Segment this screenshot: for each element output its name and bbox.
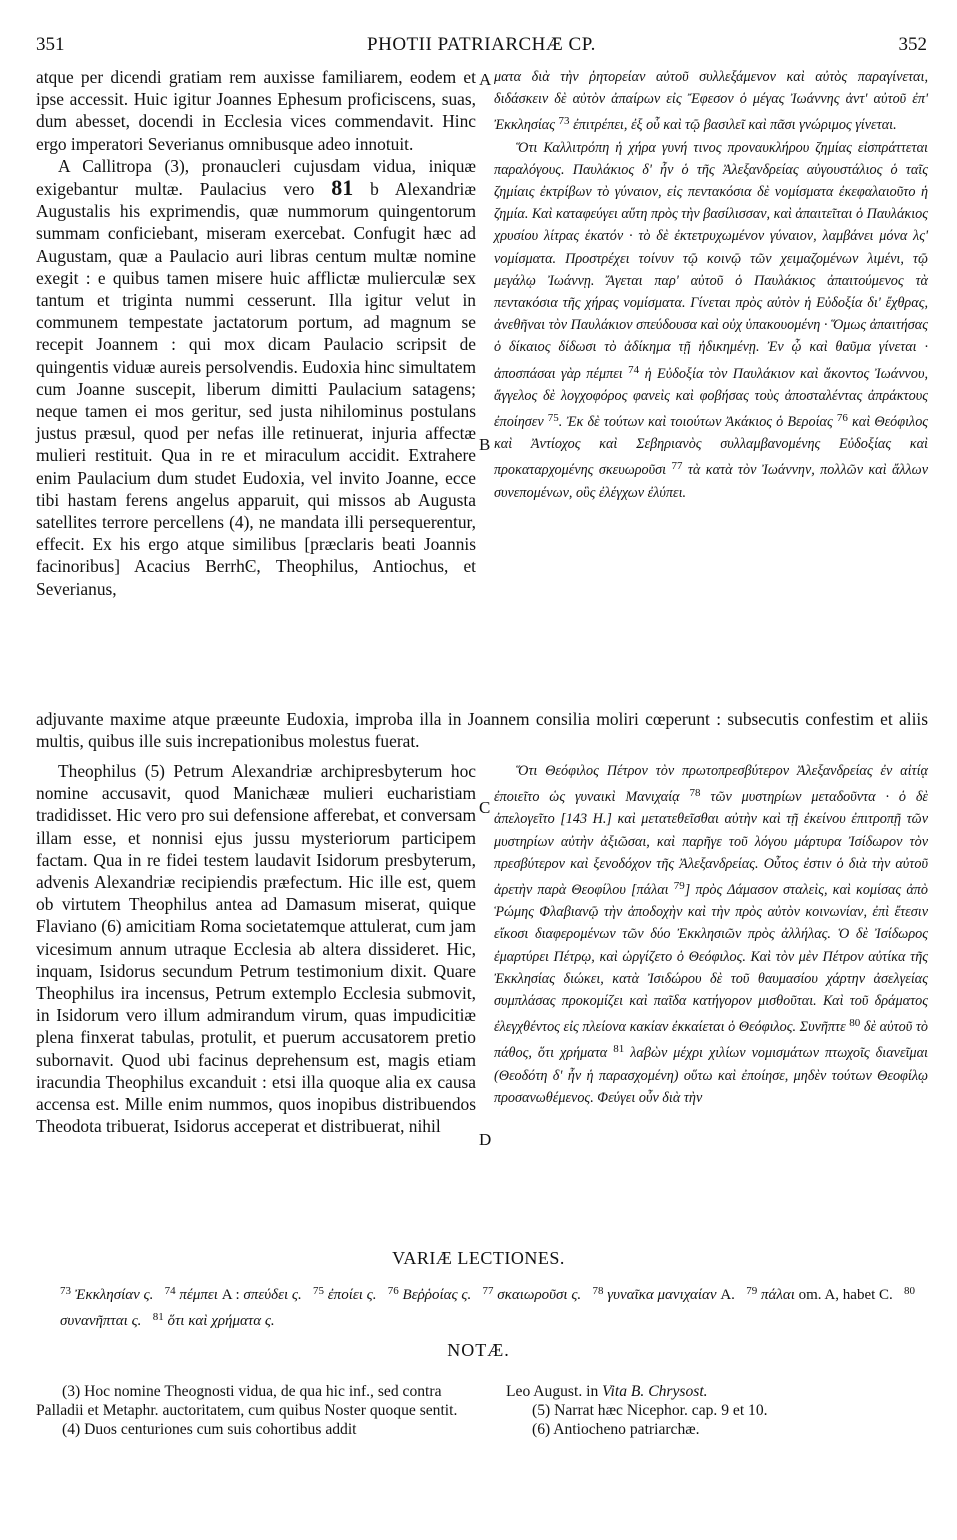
- latin-paragraph: atque per dicendi gratiam rem auxisse familiarem, eodem et ipse accessit. Huic igitur Joannes Ephesum proficiscens, suas, dum abesset, docendi in Ecclesia vices commendavit. Hinc ergo imperatori Severianus omnibusque adeo innotuit.: [36, 67, 476, 154]
- greek-text: λαβὼν μέχρι χιλίων νομισμάτων πτωχοῖς διανεῖμαι (Θεοδότη δ' ἦν ἡ παρασχομένη) οὕτω καὶ ἐποίησε, μηδὲν τούτων Θεοφίλῳ προσανωθέμενος. Φεύγει οὖν διὰ τὴν: [494, 1045, 929, 1106]
- latin-column-upper: [36, 66, 476, 600]
- variant-reading: [482, 1287, 581, 1303]
- notae-title: NOTÆ.: [447, 1340, 510, 1360]
- variant-number: 80: [904, 1285, 916, 1297]
- greek-text: . Ἐκ δὲ τούτων καὶ τοιούτων Ἀκάκιος ὁ Βεροίας: [558, 414, 833, 431]
- variant-number: 77: [482, 1285, 494, 1297]
- greek-text: ] πρὸς Δάμασον σταλεὶς, καὶ κομίσας ἀπὸ Ῥώμης Φλαβιανῷ τὴν ἀποδοχὴν καὶ τὴν πρὸς αὐτὸν κοινωνίαν, ἐπὶ ἔτεσιν εἴκοσι διαφερομένων τῶν δύο Ἐκκλησιῶν πρὸς ἀλλήλας. Ὁ δὲ Ἰσίδωρος ἐμαρτύρει Πέτρῳ, καὶ ὠργίζετο ὁ Θεόφιλος. Καὶ τὸν μὲν Πέτρον αὐτίκα τῆς Ἐκκλησίας διώκει, κατὰ Ἰσιδώρου δὲ τοῦ θαυμασίου χάρτην ἀσελγείας συμπλάσας προκομίζει καὶ παῖδα κατήγορον μισθοῦται. Καὶ τοῦ δράματος ἐλεγχθέντος εἰς πλείονα κακίαν ἐκκαίεται ὁ Θεόφιλος. Συνῆπτε: [494, 882, 928, 1036]
- variant-reading: [313, 1287, 377, 1303]
- note-text: Leo August. in: [506, 1383, 603, 1400]
- footnote-ref: 81: [613, 1043, 625, 1056]
- greek-text: ἡ Εὐδοξία τὸν Παυλάκιον καὶ ἄκοντος Ἰωάννου, ἄγγελος δὲ λογχοφόρος φανεὶς καὶ φοβήσας τοὺς ἀποσταλέντας ἀπράκτους ἐποίησεν: [494, 365, 928, 431]
- notes-left-column: [36, 1382, 480, 1439]
- footnote-ref: 76: [836, 412, 848, 425]
- variae-lectiones-title: VARIÆ LECTIONES.: [392, 1248, 565, 1268]
- latin-text: b Alexandriæ Augustalis his exprimendis, quæ nummorum quingentorum summam conficiebant, miseram exercebat. Confugit hæc ad Augustam, quæ a Paulacio auri libras centum multæ nomine exegit : e quibus tamen misere huic afflictæ mulierculæ sex tantum et triginta nummi cesserunt. Illa igitur velut in communem tempestate jactatorum portum, ad magnum se recepit Joannem : qui mox dicam Paulacio scripsit de quingentis viduæ aureis persolvendis. Eudoxia hinc simultatem cum Joanne suscepit, liberum dimitti Paulacium satagens; neque tamen ei mos geritur, sed justa nihilominus postulans justus præsul, quod per nefas ille retinuerat, injuria affectæ mulieri restituit. Qua in re et miraculum accidit. Extrahere enim Paulacium dum studet Eudoxia, vel invito Joanne, ecce tibi hastam ferens angelus apparuit, qui missos ab Augusta satellites terrore percellens (4), ne mandata illi persequerentur, effecit. Ex his ergo atque similibus [præclaris beati Joannis facinoribus] Acacius BerrhϾ, Theophilus, Antiochus, et Severianus,: [36, 179, 477, 599]
- variant-number: 78: [592, 1285, 604, 1297]
- page-number-right: 352: [898, 34, 927, 55]
- footnote-ref: 77: [671, 460, 683, 473]
- variant-number: 79: [746, 1285, 758, 1297]
- variant-reading: [60, 1287, 153, 1303]
- greek-paragraph: [494, 137, 928, 504]
- variant-tail: om. A, habet C.: [794, 1287, 893, 1303]
- variant-greek: Βεῤῥοίας ς.: [402, 1287, 472, 1303]
- note-3: (3) Hoc nomine Theognosti vidua, de qua hic inf., sed contra Palladii et Metaphr. auctoritatem, cum quibus Noster quoque sentit.: [36, 1383, 458, 1419]
- full-width-text: adjuvante maxime atque præeunte Eudoxia, improba illa in Joannem consilia moliri cœperunt : subsecutis confestim et aliis multis, quibus ille suis increpationibus molestus fuerat.: [36, 709, 928, 752]
- greek-text: καὶ Θεόφιλος καὶ Ἀντίοχος καὶ Σεβηριανὸς συλλαμβανομένης Εὐδοξίας καὶ προκαταρχομένης σκευωροῦσι: [494, 414, 929, 479]
- running-header: [36, 34, 927, 58]
- margin-letter-d: D: [479, 1130, 492, 1149]
- variant-tail: A.: [716, 1287, 735, 1303]
- greek-paragraph: [494, 66, 928, 137]
- note-title-italic: Vita B. Chrysost.: [602, 1383, 708, 1400]
- greek-text: τῶν μυστηρίων μεταδοῦντα · ὁ δὲ ἀπελογεῖτο [143 H.] καὶ μετατεθεῖσθαι αὐτὴν καὶ τῇ ἐκείνου ἐπιτροπῇ τῶν μυστηρίων αὐτὴν ἀξιῶσαι, καὶ παρῆγε τοῦ λόγου μάρτυρα Ἰσίδωρον τὸν πρεσβύτερον καὶ ξενοδόχον τῆς Ἀλεξανδρείας. Οὗτος ἐστιν ὁ διὰ τὴν αὐτοῦ ἀρετὴν παρὰ Θεοφίλου [πάλαι: [494, 789, 929, 899]
- greek-text: δὲ αὐτοῦ τὸ πάθος, ὅτι χρήματα: [494, 1019, 929, 1062]
- note-4: (4) Duos centuriones cum suis cohortibus addit: [62, 1421, 357, 1438]
- variant-tail: A :: [217, 1287, 244, 1303]
- variant-number: 73: [60, 1285, 71, 1297]
- notes-right-column: [506, 1382, 926, 1439]
- variant-greek: πάλαι: [760, 1287, 795, 1303]
- note-6: (6) Antiocheno patriarchæ.: [532, 1421, 700, 1438]
- note-4-continued: [506, 1382, 926, 1401]
- variant-number: 74: [164, 1285, 176, 1297]
- variant-greek: ὅτι καὶ χρήματα ς.: [167, 1313, 275, 1329]
- variant-reading: [388, 1287, 471, 1303]
- variant-greek: σπεύδει ς.: [243, 1287, 302, 1303]
- greek-text: ἐπιτρέπει, ἐξ οὗ καὶ τῷ βασιλεῖ καὶ πᾶσι γνώριμος γίνεται.: [573, 117, 897, 134]
- greek-text: τὰ κατὰ τὸν Ἰωάννην, πολλῶν καὶ ἄλλων συνεπομένων, οὓς ἐλέγχων ἐλύπει.: [494, 462, 928, 501]
- variant-greek: Ἐκκλησίαν ς.: [74, 1287, 154, 1303]
- variant-greek: ἐποίει ς.: [327, 1287, 377, 1303]
- footnote-ref: 78: [689, 787, 701, 800]
- variant-greek: γυναῖκα μανιχαίαν: [607, 1287, 717, 1303]
- variant-number: 81: [152, 1311, 164, 1323]
- greek-column-upper: [494, 66, 928, 504]
- greek-text: Ὅτι Θεόφιλος Πέτρον τὸν πρωτοπρεσβύτερον Ἀλεξανδρείας ἐν αἰτίᾳ ἐποιεῖτο ὡς γυναικὶ Μανιχαίᾳ: [494, 763, 928, 806]
- footnote-ref: 75: [547, 412, 559, 425]
- variant-number: 76: [387, 1285, 399, 1297]
- greek-text: ματα διὰ τὴν ῥητορείαν αὐτοῦ συλλεξάμενον καὶ αὐτὸς παραγίνεται, διδάσκειν δὲ αὐτὸν ἀπαίρων εἰς Ἔφεσον ὁ μέγας Ἰωάννης ἀντ' αὐτοῦ ἐπ' Ἐκκλησίας: [494, 69, 928, 134]
- column-number: 81: [331, 175, 354, 201]
- footnote-ref: 73: [558, 115, 570, 128]
- variant-greek: συνανῆπται ς.: [60, 1313, 142, 1329]
- margin-letter-c: C: [479, 798, 491, 817]
- page-number-left: 351: [36, 34, 65, 55]
- variant-reading: [592, 1287, 735, 1303]
- greek-text: Ὅτι Καλλιτρόπη ἡ χήρα γυνή τινος προναυκλήρου ζημίας εἰσπράττεται παραλόγους. Παυλάκιος δ' ἦν ὁ τῆς Ἀλεξανδρείας αὐγουστάλιος ὁ ταῖς ζημίαις ἐκτρίβων τὸ γύναιον, εἰς πεντακόσια δὲ νομίσματα ἐκεφαλαιοῦτο ἡ ζημία. Καὶ καταφεύγει αὕτη πρὸς τὴν βασίλισσαν, καὶ ἀπαιτεῖται ὁ Παυλάκιος χρυσίου λίτρας ἑκατόν · τὸ δὲ ἐκτετρυχωμένον γύναιον, λαμβάνει μόνα λς' νομίσματα. Προστρέχει τοίνυν τῷ κοινῷ τῶν χειμαζομένων λιμένι, τῷ μεγάλῳ Ἰωάννῃ. Ἄγεται παρ' αὐτοῦ ὁ Παυλάκιος ἀπαιτούμενος τὰ πεντακόσια τῆς χήρας νομίσματα. Γίνεται πρὸς αὐτὸν ἡ Εὐδοξία δι' ἔχθρας, ἀνεθῆναι τὸν Παυλάκιον σπεύδουσα καὶ οὐχ ὑπακουομένη · Ὅμως ἀπαιτήσας ὁ δίκαιος δίδωσι τὸ ἀδίκημα τῇ ἠδικημένῃ. Ἐν ᾧ καὶ θαῦμα γίνεται · ἀποσπάσαι γὰρ πέμπει: [494, 139, 928, 382]
- footnote-ref: 80: [849, 1017, 861, 1030]
- variant-reading: [153, 1313, 275, 1329]
- variant-greek: σκαιωροῦσι ς.: [497, 1287, 582, 1303]
- variant-reading: [746, 1287, 893, 1303]
- variant-reading: [165, 1287, 302, 1303]
- variant-number: 75: [313, 1285, 325, 1297]
- latin-paragraph: [36, 155, 476, 600]
- latin-paragraph: Theophilus (5) Petrum Alexandriæ archipresbyterum hoc nomine accusavit, quod Manichææ mulieri eucharistiam tradidisset. Hic vero pro sui defensione afferebat, et conversam illam esse, et nonnisi ejus jussu mysteriorum participem factam. Qua in re fidei testem laudavit Isidorum presbyterum, advenis Alexandriæ recipiendis præfectum. Hic ille est, quem ob virtutem Theophilus antea ad Damasum miserat, quique Flaviano (6) amicitiam Roma societatemque attulerat, cum jam vicesimum annum utraque Ecclesia ab altera dissideret. Hic, inquam, Isidorus secundum Petrum testimonium dixit. Quare Theophilus ira incensus, Petrum extemplo Ecclesia submovit, in Isidorum vero illum admirandum virum, quas impudicitiæ plena finxerat tabulas, protulit, et puerum accusatorem pretio subornavit. Quod ubi facinus deprehensum est, magis etiam iracundia Theophilus excanduit : etsi illa quoque alia ex causa accensa est. Mille enim nummos, quos inopibus distribuendos Theodota tribuerat, Isidorus acceperat et distribuerat, nihil: [36, 761, 476, 1137]
- latin-column-lower: [36, 760, 476, 1137]
- footnote-ref: 79: [673, 880, 685, 893]
- variae-lectiones: [60, 1280, 928, 1332]
- variant-greek: πέμπει: [179, 1287, 218, 1303]
- margin-letter-a: A: [479, 70, 492, 89]
- note-5: (5) Narrat hæc Nicephor. cap. 9 et 10.: [532, 1402, 768, 1419]
- margin-letter-b: B: [479, 435, 491, 454]
- running-title: PHOTII PATRIARCHÆ CP.: [367, 34, 596, 55]
- footnote-ref: 74: [628, 363, 640, 376]
- latin-text: A Callitropa (3), pronaucleri cujusdam vidua, iniquæ exigebantur multæ. Paulacius vero: [36, 155, 476, 200]
- greek-column-lower: [494, 760, 928, 1109]
- greek-paragraph: [494, 760, 928, 1109]
